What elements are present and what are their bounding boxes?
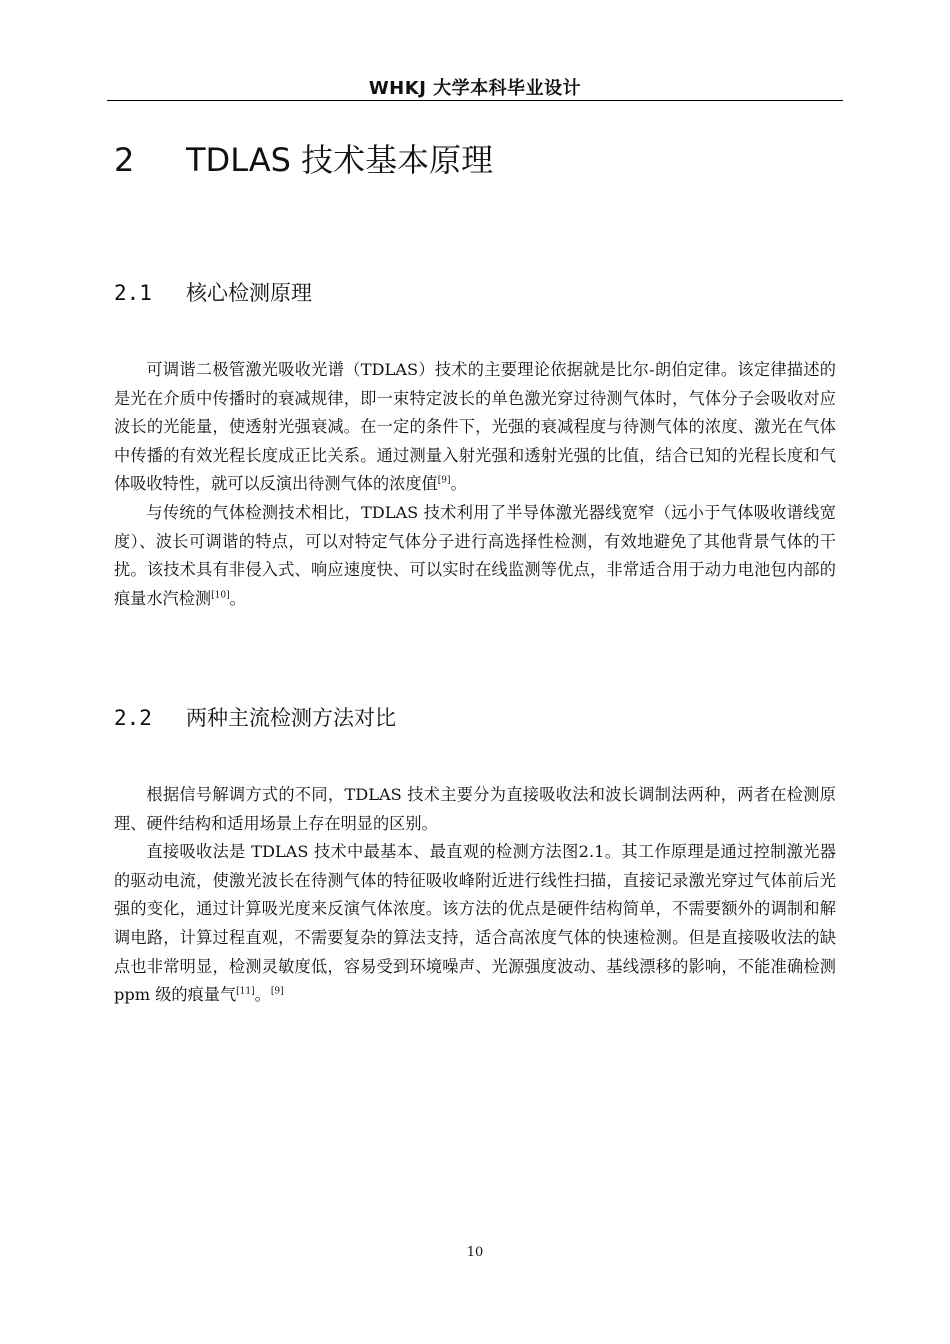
paragraph-text: 可调谐二极管激光吸收光谱（TDLAS）技术的主要理论依据就是比尔-朗伯定律。该定律描述的是光在介质中传播时的衰减规律，即一束特定波长的单色激光穿过待测气体时，气体分子会吸收对应波长的光能量，使透射光强衰减。在一定的条件下，光强的衰减程度与待测气体的浓度、激光在气体中传播的有效光程长度成正比关系。通过测量入射光强和透射光强的比值，结合已知的光程长度和气体吸收特性，就可以反演出待测气体的浓度值 <box>114 360 836 494</box>
chapter-number: 2 <box>114 141 135 179</box>
section-number: 2.1 <box>114 281 152 305</box>
section-2-1-body <box>114 356 836 613</box>
citation: [11] <box>236 986 255 997</box>
paragraph-text: 根据信号解调方式的不同，TDLAS 技术主要分为直接吸收法和波长调制法两种，两者在检测原理、硬件结构和适用场景上存在明显的区别。 <box>114 785 836 833</box>
paragraph-end: 。 <box>450 474 467 494</box>
running-header: WHKJ 大学本科毕业设计 <box>368 78 582 99</box>
section-number: 2.2 <box>114 706 152 730</box>
citation: [10] <box>211 590 230 601</box>
paragraph <box>114 838 836 1010</box>
paragraph <box>114 781 836 838</box>
section-title-text: 两种主流检测方法对比 <box>186 706 396 730</box>
chapter-title-text: TDLAS 技术基本原理 <box>186 141 494 179</box>
paragraph-text: 直接吸收法是 TDLAS 技术中最基本、最直观的检测方法图2.1。其工作原理是通过控制激光器的驱动电流，使激光波长在待测气体的特征吸收峰附近进行线性扫描，直接记录激光穿过气体前后光强的变化，通过计算吸光度来反演气体浓度。该方法的优点是硬件结构简单，不需要额外的调制和解调电路，计算过程直观，不需要复杂的算法支持，适合高浓度气体的快速检测。但是直接吸收法的缺点也非常明显，检测灵敏度低，容易受到环境噪声、光源强度波动、基线漂移的影响，不能准确检测 ppm 级的痕量气 <box>114 842 836 1005</box>
section-2-2-body <box>114 781 836 1010</box>
section-title-2-1 <box>114 279 312 307</box>
paragraph <box>114 499 836 613</box>
paragraph-end: 。 <box>229 588 246 608</box>
chapter-title <box>114 140 493 180</box>
citation: [9] <box>270 986 284 997</box>
citation: [9] <box>437 475 451 486</box>
paragraph <box>114 356 836 499</box>
paragraph-text: 与传统的气体检测技术相比，TDLAS 技术利用了半导体激光器线宽窄（远小于气体吸收谱线宽度）、波长可调谐的特点，可以对特定气体分子进行高选择性检测，有效地避免了其他背景气体的干扰。该技术具有非侵入式、响应速度快、可以实时在线监测等优点，非常适合用于动力电池包内部的痕量水汽检测 <box>114 502 836 608</box>
header-rule <box>107 100 843 101</box>
paragraph-end: 。 <box>254 985 271 1005</box>
section-title-text: 核心检测原理 <box>186 281 312 305</box>
page-number: 10 <box>466 1245 484 1260</box>
section-title-2-2 <box>114 704 396 732</box>
